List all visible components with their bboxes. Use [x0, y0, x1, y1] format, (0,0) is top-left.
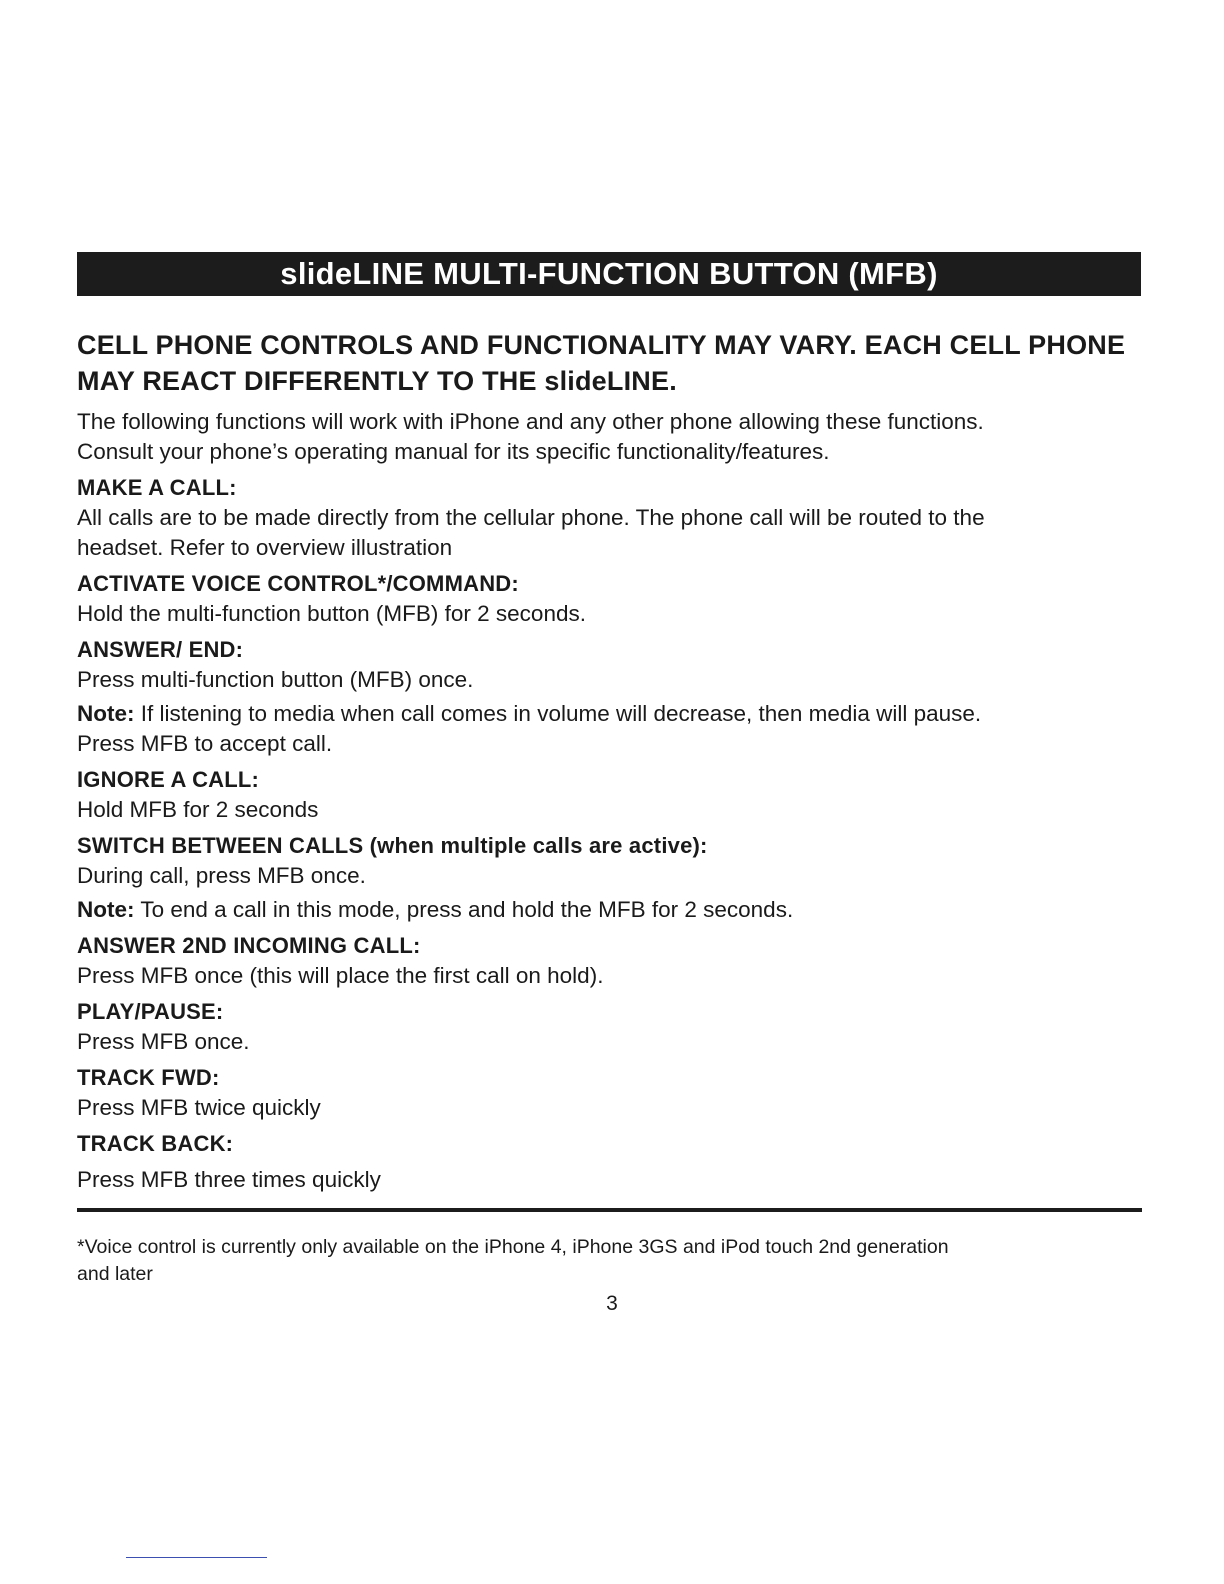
footnote — [77, 1234, 1141, 1288]
section-note — [77, 895, 1141, 925]
note-label: Note: — [77, 897, 135, 922]
page-title: slideLINE MULTI-FUNCTION BUTTON (MFB) — [77, 252, 1141, 296]
section-switch-calls — [77, 831, 1141, 925]
note-label: Note: — [77, 701, 135, 726]
section-text: Hold MFB for 2 seconds — [77, 797, 319, 822]
intro-line: The following functions will work with iPhone and any other phone allowing these functions. — [77, 409, 984, 434]
scan-edge-mark — [126, 1557, 267, 1558]
section-text: Press MFB once. — [77, 1029, 250, 1054]
intro-line: Consult your phone’s operating manual for its specific functionality/features. — [77, 439, 830, 464]
footnote-line: and later — [77, 1263, 153, 1285]
note-text: Press MFB to accept call. — [77, 731, 333, 756]
section-heading: TRACK FWD: — [77, 1065, 220, 1090]
section-answer-end — [77, 635, 1141, 759]
section-heading: PLAY/PAUSE: — [77, 999, 224, 1024]
section-note — [77, 699, 1141, 759]
section-heading: SWITCH BETWEEN CALLS (when multiple calls are active): — [77, 833, 708, 858]
manual-page — [77, 252, 1141, 1195]
section-text: Press multi-function button (MFB) once. — [77, 667, 474, 692]
section-answer-second-call — [77, 931, 1141, 991]
section-track-fwd — [77, 1063, 1141, 1123]
section-voice-control — [77, 569, 1141, 629]
page-number: 3 — [606, 1292, 618, 1315]
section-track-back — [77, 1129, 1141, 1195]
footnote-line: *Voice control is currently only available on the iPhone 4, iPhone 3GS and iPod touch 2nd generation — [77, 1236, 949, 1258]
section-heading: ANSWER 2ND INCOMING CALL: — [77, 933, 421, 958]
section-text: During call, press MFB once. — [77, 863, 366, 888]
section-text: Hold the multi-function button (MFB) for 2 seconds. — [77, 601, 586, 626]
note-text: To end a call in this mode, press and hold the MFB for 2 seconds. — [134, 897, 794, 922]
section-text: All calls are to be made directly from the cellular phone. The phone call will be routed to the — [77, 505, 985, 530]
section-text: Press MFB three times quickly — [77, 1167, 381, 1192]
section-heading: IGNORE A CALL: — [77, 767, 260, 792]
section-text: headset. Refer to overview illustration — [77, 535, 453, 560]
section-play-pause — [77, 997, 1141, 1057]
section-heading: TRACK BACK: — [77, 1131, 234, 1156]
section-heading: ANSWER/ END: — [77, 637, 244, 662]
section-text: Press MFB twice quickly — [77, 1095, 321, 1120]
section-make-call — [77, 473, 1141, 563]
section-heading: ACTIVATE VOICE CONTROL*/COMMAND: — [77, 571, 519, 596]
note-text: If listening to media when call comes in volume will decrease, then media will pause. — [134, 701, 982, 726]
section-heading: MAKE A CALL: — [77, 475, 237, 500]
section-text: Press MFB once (this will place the first call on hold). — [77, 963, 604, 988]
section-ignore-call — [77, 765, 1141, 825]
compatibility-warning: CELL PHONE CONTROLS AND FUNCTIONALITY MAY VARY. EACH CELL PHONE MAY REACT DIFFERENTLY TO THE slideLINE. — [77, 330, 1126, 396]
intro-paragraph — [77, 407, 1141, 467]
footnote-divider — [77, 1208, 1142, 1212]
